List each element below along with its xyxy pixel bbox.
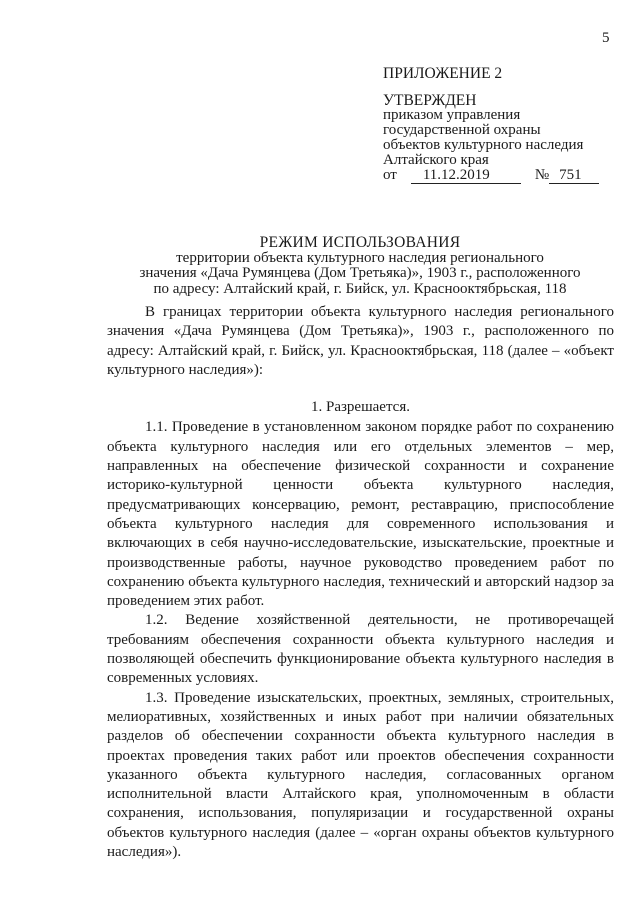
order-date: 11.12.2019 bbox=[411, 168, 521, 184]
appendix-label: ПРИЛОЖЕНИЕ 2 bbox=[383, 65, 503, 82]
intro-paragraph: В границах территории объекта культурного наследия регионального значения «Дача Румянцева (Дом Третьяка)», 1903 г., расположенного по адресу: Алтайский край, г. Бийск, ул. Краснооктябрьская, 118 (далее – «объект культурного наследия»): bbox=[107, 304, 614, 378]
approval-line: приказом управления bbox=[383, 107, 521, 123]
number-label: № bbox=[534, 167, 550, 183]
page-number: 5 bbox=[602, 30, 610, 46]
list-item: 1.3. Проведение изыскательских, проектных, земляных, строительных, мелиоративных, хозяйственных и иных работ при наличии обязательных разделов об обеспечении сохранности объекта культурного наследия в проектах проведения таких работ или проектов обеспечения сохранности указанного объекта культурного наследия, согласованных органом исполнительной власти Алтайского края, уполномоченным в области сохранения, использования, популяризации и государственной охраны объектов культурного наследия (далее – «орган охраны объектов культурного наследия»). bbox=[107, 689, 614, 861]
from-label: от bbox=[383, 167, 397, 183]
heading-line: территории объекта культурного наследия регионального bbox=[176, 249, 544, 266]
document-heading bbox=[120, 235, 600, 297]
list-item: 1.2. Ведение хозяйственной деятельности, не противоречащей требованиям обеспечения сохранности объекта культурного наследия и позволяющей обеспечить функционирование объекта культурного наследия в современных условиях. bbox=[107, 612, 614, 687]
approval-line: объектов культурного наследия bbox=[383, 137, 584, 153]
heading-line: значения «Дача Румянцева (Дом Третьяка)», 1903 г., расположенного bbox=[139, 265, 581, 281]
approval-line: государственной охраны bbox=[383, 122, 541, 138]
approval-line: Алтайского края bbox=[383, 152, 489, 168]
list-item: 1.1. Проведение в установленном законом порядке работ по сохранению объекта культурного наследия или его отдельных элементов – мер, направленных на обеспечение физической сохранности и сохранение историко-культурной ценности объекта культурного наследия, предусматривающих консервацию, ремонт, реставрацию, приспособление объекта культурного наследия для современного использования и включающих в себя научно-исследовательские, изыскательские, проектные и производственные работы, научное руководство проведением работ по сохранению объекта культурного наследия, технический и авторский надзор за проведением этих работ. bbox=[107, 419, 614, 610]
document-title: РЕЖИМ ИСПОЛЬЗОВАНИЯ bbox=[259, 234, 461, 251]
heading-line: по адресу: Алтайский край, г. Бийск, ул. Краснооктябрьская, 118 bbox=[153, 280, 567, 297]
order-number: 751 bbox=[549, 168, 599, 184]
approval-block bbox=[383, 66, 623, 184]
approved-label: УТВЕРЖДЕН bbox=[383, 92, 477, 109]
document-body bbox=[107, 303, 614, 862]
section-title: 1. Разрешается. bbox=[311, 399, 410, 416]
order-row bbox=[383, 168, 623, 184]
